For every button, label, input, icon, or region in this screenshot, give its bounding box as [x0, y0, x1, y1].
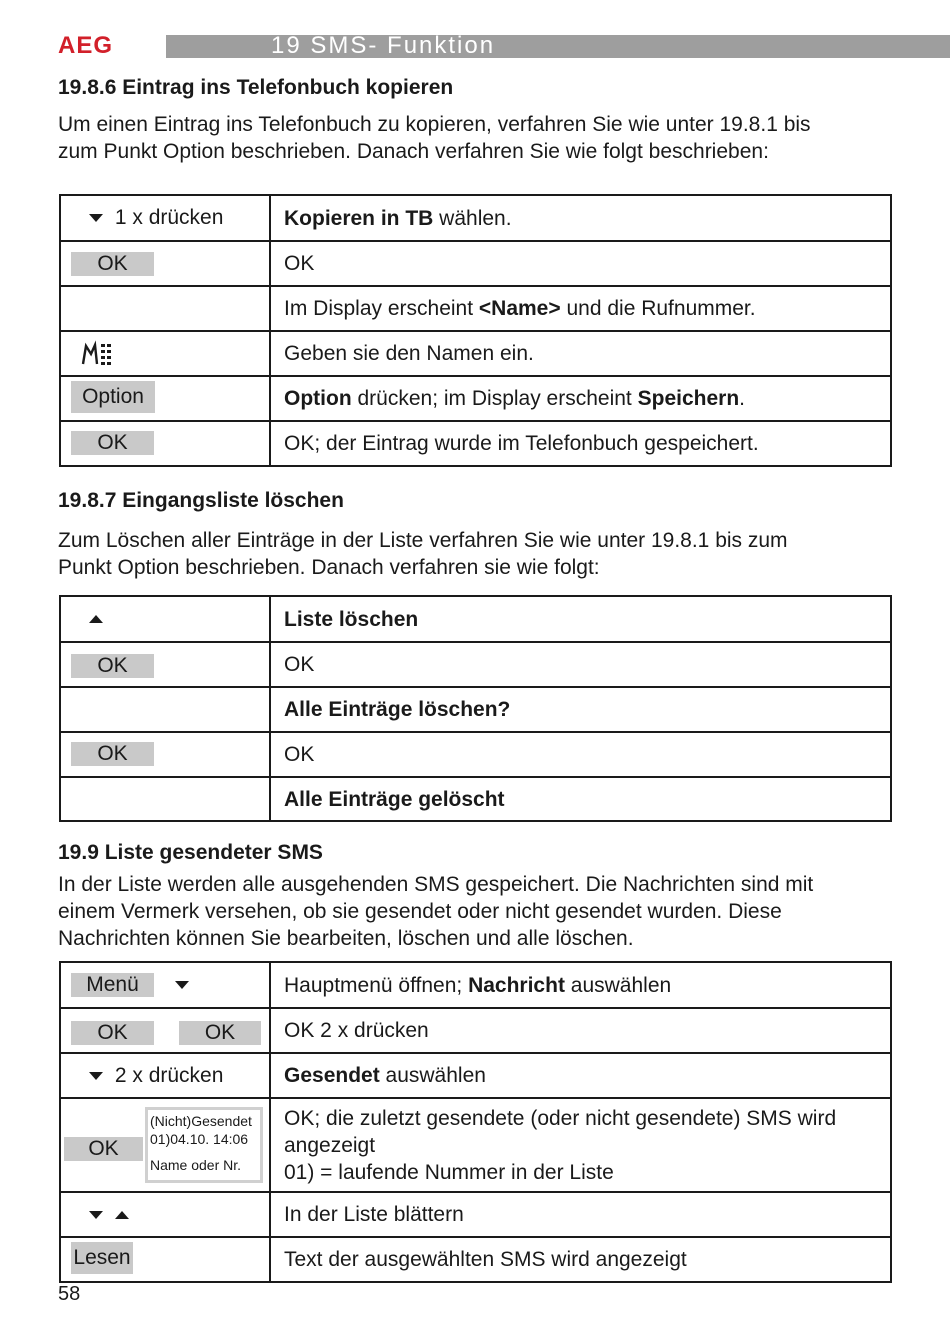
- key-instruction: [89, 607, 103, 631]
- option-softkey: Option: [71, 381, 155, 413]
- instruction-table-19-9: [59, 961, 892, 1283]
- instruction-table-19-8-6: [59, 194, 892, 467]
- description-cell: OK: [284, 252, 315, 275]
- table-row: [61, 285, 890, 330]
- key-cell: [61, 196, 271, 240]
- desc-text: .: [739, 387, 745, 410]
- key-instruction: [89, 1203, 129, 1227]
- key-cell: [61, 242, 271, 285]
- ok-softkey: OK: [71, 252, 154, 276]
- desc-text: wählen.: [433, 206, 512, 230]
- key-cell: [61, 1238, 271, 1281]
- desc-text: und die Rufnummer.: [560, 297, 756, 320]
- key-cell: [61, 332, 271, 375]
- chapter-header-bar: [166, 32, 950, 59]
- key-cell: [61, 1099, 271, 1191]
- ok-softkey: OK: [64, 1137, 143, 1161]
- arrow-down-icon: [89, 1211, 103, 1219]
- table-row: [61, 330, 890, 375]
- table-row: [61, 641, 890, 686]
- table-row: [61, 1052, 890, 1097]
- desc-bold: Liste löschen: [284, 607, 419, 631]
- key-cell: [61, 643, 271, 686]
- desc-bold: Option: [284, 387, 352, 410]
- intro-line: einem Vermerk versehen, ob sie gesendet oder nicht gesendet wurden. Diese: [58, 900, 782, 923]
- key-cell: [61, 688, 271, 731]
- desc-bold: <Name>: [478, 297, 561, 320]
- desc-bold: Kopieren in TB: [284, 206, 434, 230]
- table-row: [61, 686, 890, 731]
- table-row: [61, 776, 890, 821]
- intro-line: In der Liste werden alle ausgehenden SMS gespeichert. Die Nachrichten sind mit: [58, 873, 814, 896]
- table-row: [61, 196, 890, 240]
- key-cell: [61, 963, 271, 1007]
- table-row: [61, 240, 890, 285]
- desc-bold: Speichern: [637, 387, 740, 410]
- desc-text: drücken; im Display erscheint: [351, 387, 638, 410]
- section-heading-19-8-6: 19.8.6 Eintrag ins Telefonbuch kopieren: [58, 76, 454, 99]
- table-row: [61, 731, 890, 776]
- page-number: 58: [58, 1283, 81, 1305]
- desc-line: 01) = laufende Nummer in der Liste: [284, 1160, 614, 1184]
- description-cell: OK: [284, 743, 315, 766]
- key-cell: [61, 733, 271, 776]
- intro-line: Punkt Option beschrieben. Danach verfahren sie wie folgt:: [58, 556, 600, 579]
- desc-bold: Gesendet: [284, 1064, 380, 1087]
- desc-line: OK; die zuletzt gesendete (oder nicht gesendete) SMS wird: [284, 1106, 837, 1130]
- section-heading-19-9: 19.9 Liste gesendeter SMS: [58, 841, 323, 864]
- key-cell: [61, 287, 271, 330]
- arrow-down-icon: [89, 1072, 103, 1080]
- desc-text: Hauptmenü öffnen;: [284, 973, 469, 997]
- desc-bold: Alle Einträge gelöscht: [284, 788, 505, 811]
- keypad-icon: [81, 340, 113, 368]
- section-intro-19-8-7: [58, 527, 918, 581]
- table-row: [61, 963, 890, 1007]
- key-cell: [61, 1054, 271, 1097]
- aeg-logo: AEG: [58, 32, 114, 59]
- description-cell: Text der ausgewählten SMS wird angezeigt: [284, 1248, 687, 1271]
- table-row: [61, 1007, 890, 1052]
- intro-line: Zum Löschen aller Einträge in der Liste verfahren Sie wie unter 19.8.1 bis zum: [58, 529, 788, 552]
- intro-line: zum Punkt Option beschrieben. Danach verfahren Sie wie folgt beschrieben:: [58, 140, 769, 163]
- desc-text: auswählen: [564, 973, 672, 997]
- section-intro-19-9: [58, 871, 918, 952]
- key-instruction: [89, 1064, 223, 1088]
- table-row: [61, 597, 890, 641]
- key-cell: [61, 1009, 271, 1052]
- display-line: (Nicht)Gesendet: [150, 1113, 252, 1129]
- key-label: 2 x drücken: [114, 1064, 224, 1087]
- description-cell: In der Liste blättern: [284, 1203, 464, 1226]
- table-row: [61, 1236, 890, 1281]
- phone-display: [145, 1107, 263, 1183]
- description-cell: [271, 287, 890, 330]
- ok-softkey: OK: [179, 1021, 261, 1045]
- description-cell: OK: [284, 653, 315, 676]
- description-cell: [271, 1099, 890, 1191]
- description-cell: Geben sie den Namen ein.: [284, 342, 534, 365]
- ok-softkey: OK: [71, 654, 154, 678]
- arrow-up-icon: [89, 615, 103, 623]
- desc-text: auswählen: [379, 1064, 486, 1087]
- menu-softkey: Menü: [71, 973, 154, 997]
- ok-softkey: OK: [71, 1021, 154, 1045]
- table-row: [61, 1097, 890, 1191]
- key-instruction: [89, 206, 223, 230]
- desc-bold: Alle Einträge löschen?: [284, 698, 511, 721]
- section-intro-19-8-6: [58, 111, 918, 165]
- arrow-up-icon: [115, 1211, 129, 1219]
- intro-line: Um einen Eintrag ins Telefonbuch zu kopieren, verfahren Sie wie unter 19.8.1 bis: [58, 113, 811, 136]
- ok-softkey: OK: [71, 431, 154, 455]
- read-softkey: Lesen: [71, 1242, 133, 1274]
- description-cell: [271, 688, 890, 731]
- desc-line: angezeigt: [284, 1133, 376, 1157]
- table-row: [61, 1191, 890, 1236]
- arrow-down-icon: [175, 981, 189, 989]
- desc-text: Im Display erscheint: [284, 297, 479, 320]
- key-cell: [61, 422, 271, 465]
- display-line: Name oder Nr.: [150, 1157, 242, 1173]
- description-cell: [271, 963, 890, 1007]
- description-cell: [271, 196, 890, 240]
- key-cell: [61, 597, 271, 641]
- key-cell: [61, 377, 271, 420]
- key-instruction: [175, 973, 189, 997]
- arrow-down-icon: [89, 214, 103, 222]
- description-cell: OK 2 x drücken: [284, 1019, 429, 1042]
- description-cell: [271, 778, 890, 821]
- display-line: 01)04.10. 14:06: [150, 1131, 249, 1147]
- description-cell: [271, 1054, 890, 1097]
- key-cell: [61, 1193, 271, 1236]
- ok-softkey: OK: [71, 742, 154, 766]
- description-cell: [271, 597, 890, 641]
- table-row: [61, 420, 890, 465]
- table-row: [61, 375, 890, 420]
- section-heading-19-8-7: 19.8.7 Eingangsliste löschen: [58, 489, 344, 512]
- intro-line: Nachrichten können Sie bearbeiten, löschen und alle löschen.: [58, 927, 634, 950]
- description-cell: [271, 377, 890, 420]
- key-label: 1 x drücken: [114, 206, 224, 229]
- description-cell: OK; der Eintrag wurde im Telefonbuch gespeichert.: [284, 432, 759, 455]
- desc-bold: Nachricht: [468, 973, 565, 997]
- chapter-title: 19 SMS- Funktion: [271, 32, 496, 59]
- key-cell: [61, 778, 271, 821]
- instruction-table-19-8-7: [59, 595, 892, 822]
